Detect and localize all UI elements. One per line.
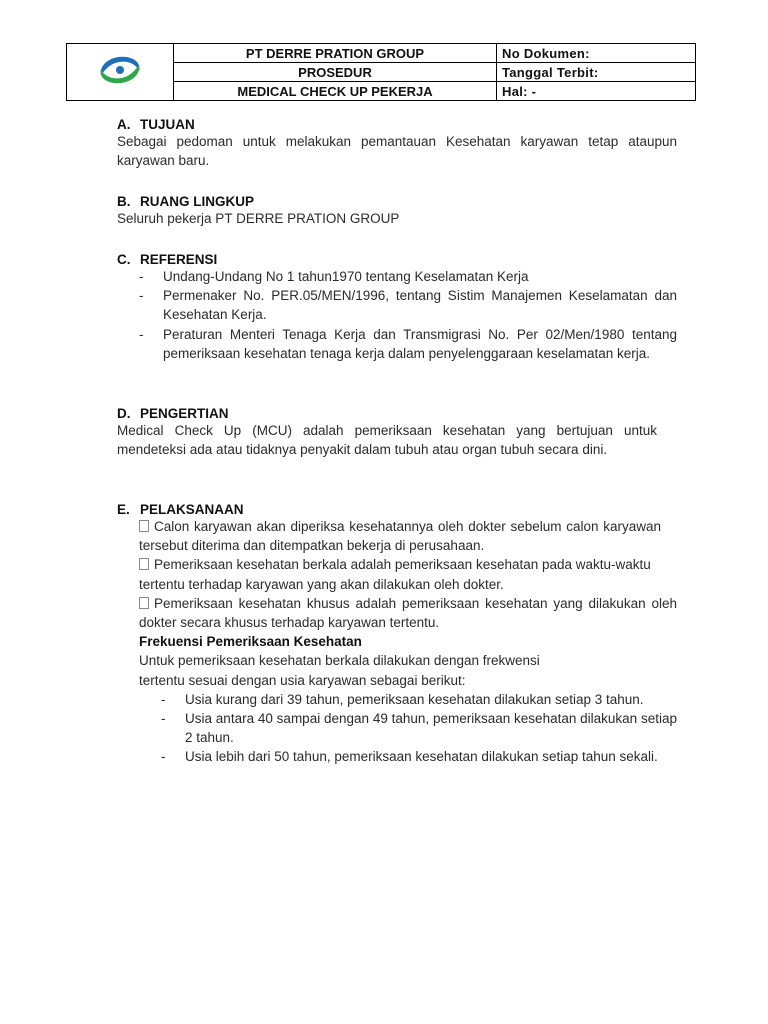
section-heading: [117, 502, 677, 517]
section-heading: [117, 194, 677, 209]
paragraph: tertentu terhadap karyawan yang akan dilakukan oleh dokter.: [139, 576, 504, 592]
paragraph-text: Pemeriksaan kesehatan khusus adalah pemeriksaan kesehatan yang dilakukan oleh dokter secara khusus terhadap karyawan tertentu.: [139, 595, 677, 631]
paragraph-text: Calon karyawan akan diperiksa kesehatannya oleh dokter sebelum calon karyawan tersebut diterima dan ditempatkan bekerja di perusahaan.: [139, 519, 661, 554]
logo-cell: [67, 44, 174, 101]
list-item-text: Usia lebih dari 50 tahun, pemeriksaan kesehatan dilakukan setiap tahun sekali.: [185, 749, 658, 765]
section-letter: C.: [117, 252, 131, 267]
section-text: Medical Check Up (MCU) adalah pemeriksaan kesehatan yang bertujuan untuk mendeteksi ada atau tidaknya penyakit dalam tubuh atau organ tubuh secara dini.: [117, 423, 657, 458]
list-item: [161, 747, 677, 766]
paragraph: tertentu sesuai dengan usia karyawan sebagai berikut:: [139, 672, 466, 688]
list-item-text: Undang-Undang No 1 tahun1970 tentang Keselamatan Kerja: [163, 269, 529, 284]
document-header-table: [66, 43, 696, 101]
section-tujuan: [117, 117, 677, 170]
section-body: [139, 517, 677, 767]
section-letter: D.: [117, 406, 131, 421]
dash-bullet: -: [161, 691, 166, 707]
frequency-list: [161, 690, 677, 767]
checkbox-glyph-icon: [139, 558, 149, 570]
list-item-text: Peraturan Menteri Tenaga Kerja dan Transmigrasi No. Per 02/Men/1980 tentang pemeriksaan kesehatan tenaga kerja dalam penyelenggaraan keselamatan kerja.: [163, 326, 677, 361]
subheading: Frekuensi Pemeriksaan Kesehatan: [139, 634, 362, 650]
section-title: PELAKSANAAN: [140, 502, 244, 517]
list-item: [161, 709, 677, 747]
paragraph: Untuk pemeriksaan kesehatan berkala dilakukan dengan frekwensi: [139, 653, 540, 669]
section-ruang-lingkup: [117, 194, 677, 228]
section-referensi: [117, 252, 677, 363]
section-title: RUANG LINGKUP: [140, 194, 254, 209]
dash-bullet: -: [161, 711, 166, 727]
dash-bullet: -: [139, 269, 144, 284]
dash-bullet: -: [139, 326, 144, 342]
paragraph: [139, 594, 677, 632]
company-name: PT DERRE PRATION GROUP: [174, 44, 497, 63]
list-item-text: Usia kurang dari 39 tahun, pemeriksaan kesehatan dilakukan setiap 3 tahun.: [185, 691, 644, 707]
list-item: [161, 690, 677, 709]
section-pelaksanaan: [117, 502, 677, 767]
section-title: REFERENSI: [140, 252, 218, 267]
dash-bullet: -: [139, 288, 144, 304]
section-heading: [117, 252, 677, 267]
document-type: PROSEDUR: [174, 63, 497, 82]
list-item: [139, 286, 677, 324]
section-letter: B.: [117, 194, 131, 209]
tanggal-terbit-label: Tanggal Terbit:: [497, 63, 696, 82]
company-logo-icon: [95, 51, 145, 89]
checkbox-glyph-icon: [139, 597, 149, 609]
section-heading: [117, 406, 657, 421]
halaman-label: Hal: -: [497, 82, 696, 101]
list-item: [139, 325, 677, 363]
section-text: Sebagai pedoman untuk melakukan pemantauan Kesehatan karyawan tetap ataupun karyawan baru.: [117, 134, 677, 169]
section-pengertian: [117, 406, 657, 459]
section-letter: A.: [117, 117, 131, 132]
paragraph: [139, 555, 677, 574]
section-title: TUJUAN: [140, 117, 195, 132]
reference-list: [139, 267, 677, 363]
no-dokumen-label: No Dokumen:: [497, 44, 696, 63]
list-item-text: Usia antara 40 sampai dengan 49 tahun, pemeriksaan kesehatan dilakukan setiap 2 tahun.: [185, 711, 677, 746]
list-item-text: Permenaker No. PER.05/MEN/1996, tentang Sistim Manajemen Keselamatan dan Kesehatan Kerja.: [163, 288, 677, 323]
section-title: PENGERTIAN: [140, 406, 229, 421]
checkbox-glyph-icon: [139, 520, 149, 532]
section-heading: [117, 117, 677, 132]
section-text: Seluruh pekerja PT DERRE PRATION GROUP: [117, 211, 400, 226]
list-item: [139, 267, 677, 286]
section-letter: E.: [117, 502, 130, 517]
paragraph: [139, 517, 677, 555]
paragraph-text: Pemeriksaan kesehatan berkala adalah pemeriksaan kesehatan pada waktu-waktu: [154, 557, 651, 573]
document-title: MEDICAL CHECK UP PEKERJA: [174, 82, 497, 101]
dash-bullet: -: [161, 749, 166, 765]
